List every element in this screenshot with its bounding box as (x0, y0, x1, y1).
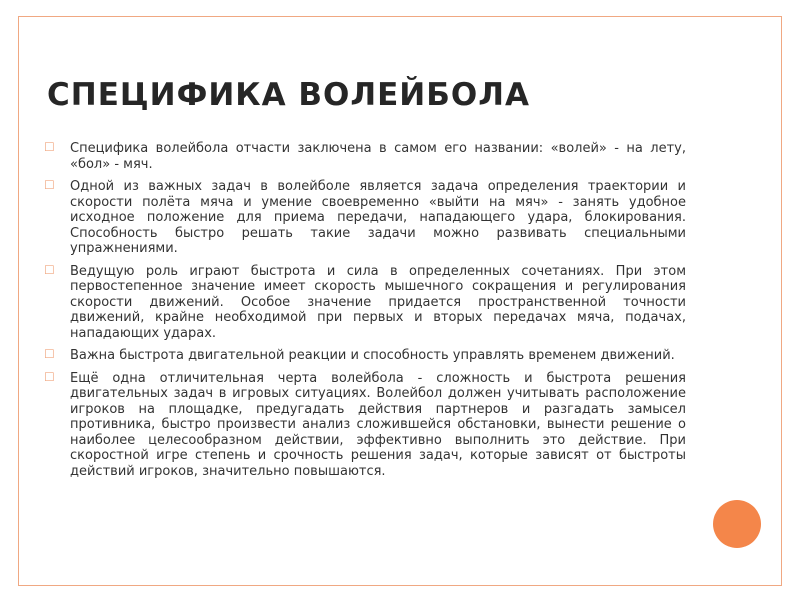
list-item (44, 141, 686, 172)
bullet-text: Важна быстрота двигательной реакции и способность управлять временем движений. (70, 348, 675, 363)
slide-title: СПЕЦИФИКА ВОЛЕЙБОЛА (47, 77, 530, 113)
bullet-text: Специфика волейбола отчасти заключена в самом его названии: «волей» - на лету, «бол» - мяч. (70, 141, 686, 172)
list-item (44, 371, 686, 480)
bullet-text: Одной из важных задач в волейболе является задача определения траектории и скорости полёта мяча и умение своевременно «выйти на мяч» - занять удобное исходное положение для приема передачи, нападающего удара, блокирования. Способность быстро решать такие задачи можно развивать специальными упражнениями. (70, 179, 686, 256)
bullet-text: Ведущую роль играют быстрота и сила в определенных сочетаниях. При этом первостепенное значение имеет скорость мышечного сокращения и регулирования скорости движений. Особое значение придается пространственной точности движений, крайне необходимой при первых и вторых передачах мяча, подачах, нападающих ударах. (70, 263, 686, 341)
bullet-list (44, 141, 686, 486)
bullet-icon: ☐ (44, 140, 55, 154)
bullet-icon: ☐ (44, 262, 55, 277)
list-item (44, 348, 686, 364)
bullet-icon: ☐ (44, 369, 55, 384)
list-item (44, 179, 686, 257)
bullet-icon: ☐ (44, 347, 55, 361)
bullet-icon: ☐ (44, 178, 55, 192)
list-item (44, 264, 686, 342)
decorative-circle (713, 500, 761, 548)
bullet-text: Ещё одна отличительная черта волейбола - сложность и быстрота решения двигательных задач в игровых ситуациях. Волейбол должен учитывать расположение игроков на площадке, предугадать действия партнеров и разгадать замысел противника, быстро произвести анализ сложившейся обстановки, вынести решение о наиболее целесообразном действии, эффективно выполнить это действие. При скоростной игре степень и срочность решения задач, которые зависят от быстроты действий игроков, значительно повышаются. (70, 370, 686, 479)
